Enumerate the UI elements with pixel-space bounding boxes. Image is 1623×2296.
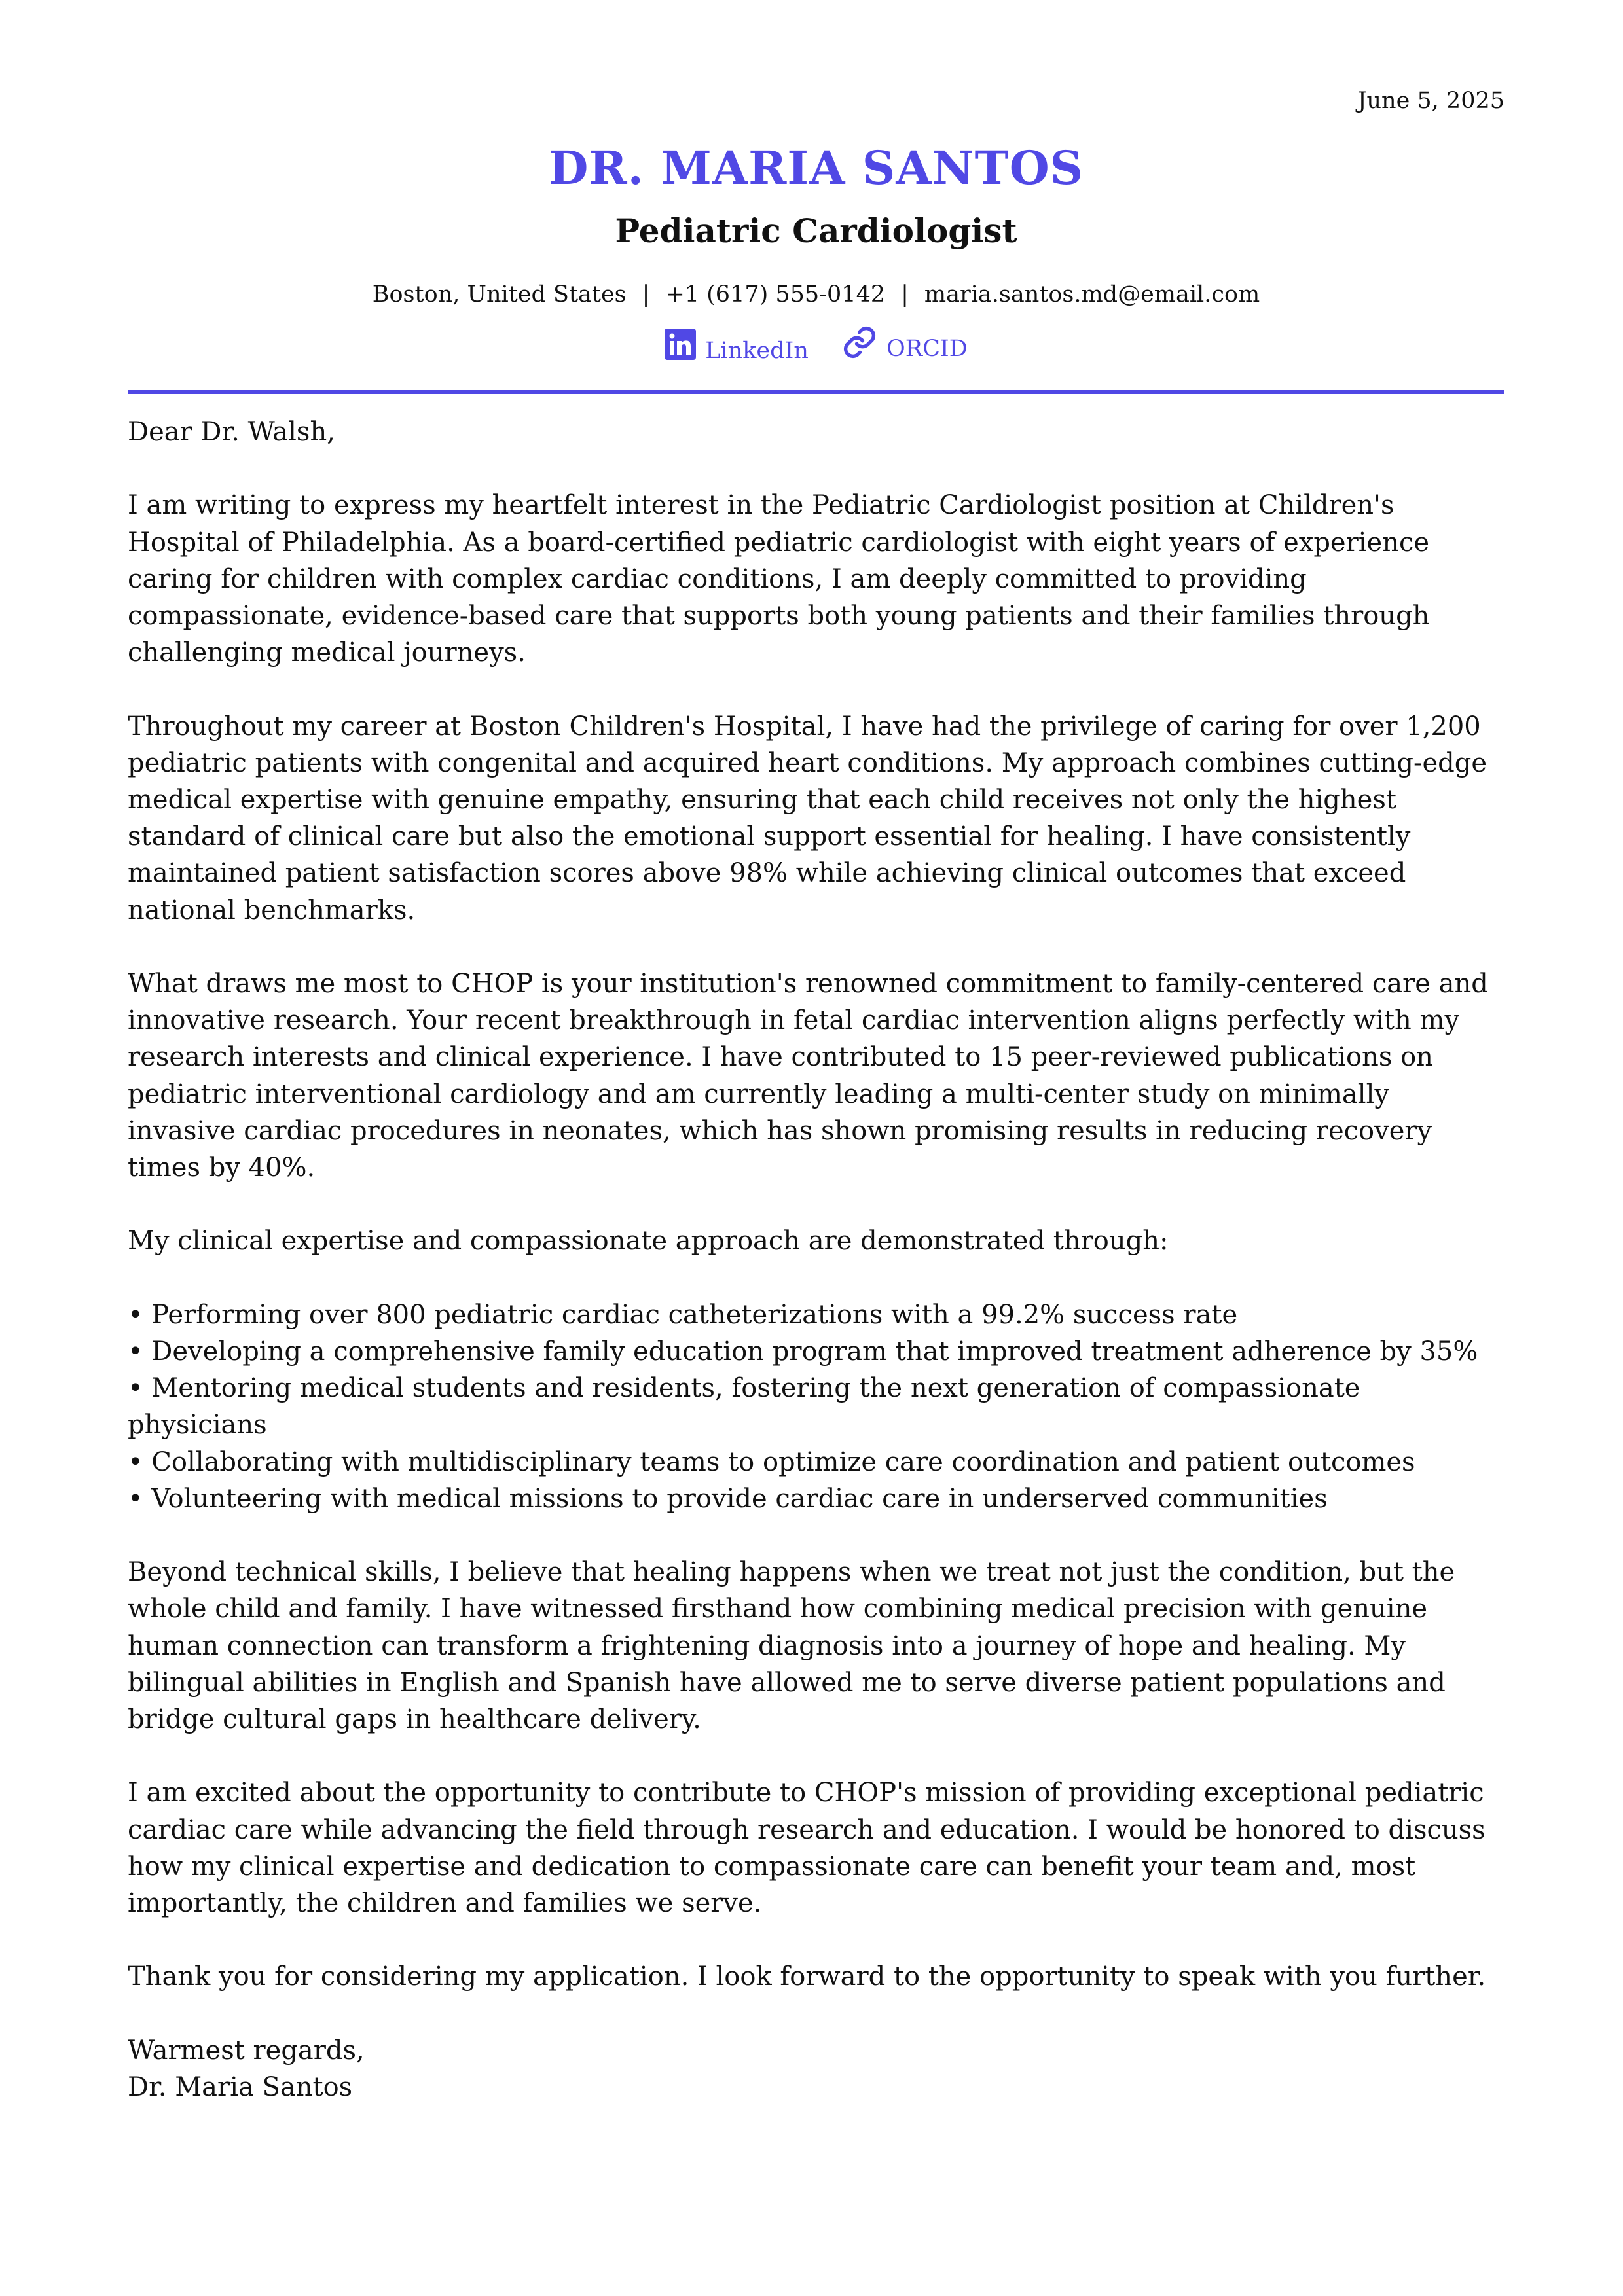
contact-line [128, 278, 1504, 312]
linkedin-link[interactable] [665, 329, 809, 372]
signature: Dr. Maria Santos [128, 2072, 353, 2102]
location: Boston, United States [372, 281, 627, 308]
email-address[interactable]: maria.santos.md@email.com [924, 281, 1260, 308]
salutation: Dear Dr. Walsh, [128, 417, 335, 447]
linkedin-icon [665, 329, 705, 372]
paragraph: My clinical expertise and compassionate approach are demonstrated through: [128, 1226, 1169, 1257]
paragraph: I am excited about the opportunity to contribute to CHOP's mission of providing exceptional pediatric cardiac care while advancing the field through research and education. I would be honored to discuss how my clinical expertise and dedication to compassionate care can benefit your team and, most importantly, the children and families we serve. [128, 1778, 1486, 1919]
applicant-name: DR. MARIA SANTOS [548, 141, 1084, 195]
paragraph: What draws me most to CHOP is your institution's renowned commitment to family-centered care and innovative research. Your recent breakthrough in fetal cardiac intervention aligns perfectly with my research interests and clinical experience. I have contributed to 15 peer-reviewed publications on pediatric interventional cardiology and am currently leading a multi-center study on minimally invasive cardiac procedures in neonates, which has shown promising results in reducing recovery times by 40%. [128, 969, 1488, 1183]
linkedin-label: LinkedIn [705, 337, 809, 364]
link-icon [842, 325, 886, 372]
orcid-link[interactable] [842, 325, 968, 372]
orcid-label: ORCID [886, 335, 968, 362]
phone-number[interactable]: +1 (617) 555-0142 [665, 281, 886, 308]
list-item: • Performing over 800 pediatric cardiac catheterizations with a 99.2% success rate [128, 1299, 1238, 1330]
letter-body [128, 414, 1504, 2106]
job-title: Pediatric Cardiologist [615, 211, 1017, 250]
list-item: • Mentoring medical students and residents, fostering the next generation of compassionate physicians [128, 1373, 1360, 1441]
list-item: • Developing a comprehensive family education program that improved treatment adherence by 35% [128, 1336, 1478, 1367]
letter-date: June 5, 2025 [1357, 88, 1504, 114]
paragraph: Beyond technical skills, I believe that healing happens when we treat not just the condition, but the whole child and family. I have witnessed firsthand how combining medical precision with genuine human connection can transform a frightening diagnosis into a journey of hope and healing. My bilingual abilities in English and Spanish have allowed me to serve diverse patient populations and bridge cultural gaps in healthcare delivery. [128, 1557, 1455, 1735]
paragraph: Thank you for considering my application. I look forward to the opportunity to speak with you further. [128, 1962, 1486, 1992]
profile-links [128, 325, 1504, 372]
separator: | [901, 281, 909, 308]
achievements-list [128, 1297, 1504, 1517]
paragraph: Throughout my career at Boston Children's Hospital, I have had the privilege of caring for over 1,200 pediatric patients with congenital and acquired heart conditions. My approach combines cutting-edge medical expertise with genuine empathy, ensuring that each child receives not only the highest standard of clinical care but also the emotional support essential for healing. I have consistently maintained patient satisfaction scores above 98% while achieving clinical outcomes that exceed national benchmarks. [128, 711, 1487, 925]
list-item: • Collaborating with multidisciplinary teams to optimize care coordination and patient outcomes [128, 1446, 1415, 1477]
paragraph: I am writing to express my heartfelt interest in the Pediatric Cardiologist position at Children's Hospital of Philadelphia. As a board-certified pediatric cardiologist with eight years of experience caring for children with complex cardiac conditions, I am deeply committed to providing compassionate, evidence-based care that supports both young patients and their families through challenging medical journeys. [128, 490, 1430, 668]
signoff: Warmest regards, [128, 2035, 365, 2066]
signoff-block [128, 2032, 1504, 2106]
header-divider [128, 390, 1504, 394]
list-item: • Volunteering with medical missions to provide cardiac care in underserved communities [128, 1483, 1328, 1514]
separator: | [642, 281, 650, 308]
